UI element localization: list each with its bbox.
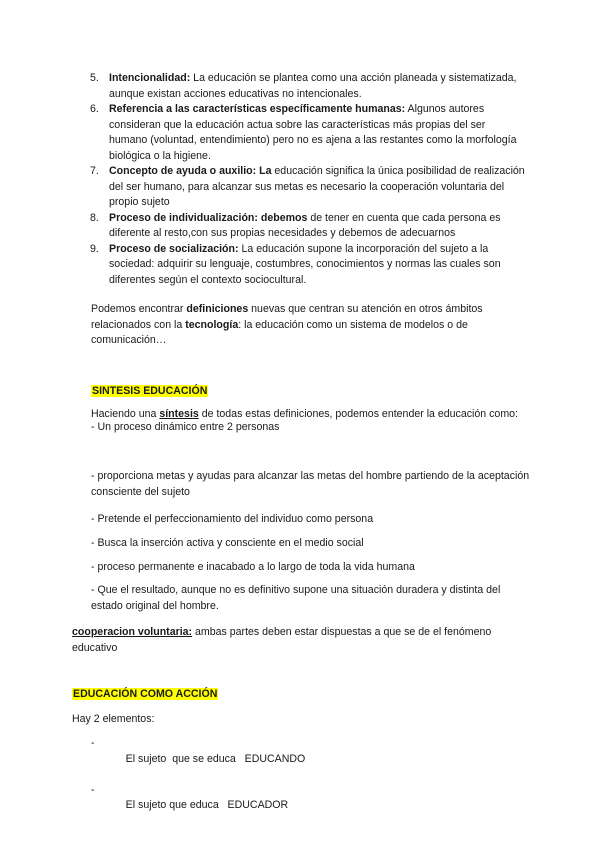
list-item bbox=[86, 164, 526, 211]
item-term: Concepto de ayuda o auxilio: La bbox=[109, 165, 272, 177]
paragraph-text: ambas partes deben estar dispuestas a que se de el fenómeno educativo bbox=[72, 626, 492, 654]
paragraph-text: de todas estas definiciones, podemos entender la educación como: bbox=[198, 408, 518, 420]
item-text: El sujeto que educa EDUCADOR bbox=[125, 799, 289, 811]
item-text: de tener en cuenta que cada persona es diferente al resto,con sus propias necesidades y debemos de adecuarnos bbox=[109, 211, 501, 239]
item-number: 7. bbox=[90, 165, 99, 177]
paragraph-text: Podemos encontrar bbox=[91, 303, 187, 315]
highlighted-heading: EDUCACIÓN COMO ACCIÓN bbox=[73, 688, 218, 700]
section-heading-accion bbox=[72, 687, 512, 703]
item-text: El sujeto que se educa EDUCANDO bbox=[125, 752, 306, 765]
paragraph-text: Haciendo una bbox=[91, 408, 160, 420]
item-number: 6. bbox=[90, 103, 99, 115]
definitions-paragraph bbox=[91, 302, 531, 349]
sintesis-item: - Que el resultado, aunque no es definitivo supone una situación duradera y distinta del estado original del hombre. bbox=[91, 584, 501, 612]
item-number: 8. bbox=[90, 211, 99, 224]
item-term: Referencia a las características específicamente humanas: bbox=[109, 103, 406, 115]
item-term: Intencionalidad: bbox=[109, 72, 191, 84]
underlined-term: cooperacion voluntaria: bbox=[72, 626, 193, 638]
paragraph-bold-term: definiciones bbox=[186, 303, 249, 315]
item-text: Algunos autores consideran que la educación actua sobre las características más propias del ser humano (voluntad, entendimiento) pero no es ajena a las restantes como la morfología biológica o la higiene. bbox=[109, 103, 517, 162]
list-item bbox=[86, 242, 526, 289]
item-term: Proceso de individualización: debemos bbox=[109, 211, 308, 224]
cooperacion-paragraph bbox=[72, 625, 522, 656]
item-text: educación significa la única posibilidad de realización del ser humano, para alcanzar sus metas es necesario la cooperación voluntaria del propio sujeto bbox=[109, 165, 525, 208]
accion-list bbox=[91, 736, 305, 829]
paragraph-text: nuevas que centran su atención en otros ámbitos relacionados con la bbox=[91, 303, 483, 331]
paragraph-bold-term: tecnología bbox=[185, 318, 239, 331]
paragraph-text: : la educación como un sistema de modelos o de comunicación… bbox=[91, 318, 468, 346]
accion-intro: Hay 2 elementos: bbox=[72, 713, 155, 725]
item-number: 5. bbox=[90, 72, 99, 84]
item-text: La educación supone la incorporación del sujeto a la sociedad: adquirir su lenguaje, costumbres, conocimientos y normas las cuales son diferentes según el contexto sociocultural. bbox=[109, 242, 501, 286]
numbered-list bbox=[86, 71, 526, 288]
sintesis-item: - Busca la inserción activa y consciente en el medio social bbox=[91, 537, 364, 549]
list-item bbox=[86, 211, 526, 242]
item-text: La educación se plantea como una acción planeada y sistematizada, aunque existan acciones educativas no intencionales. bbox=[109, 72, 517, 100]
sintesis-item: - proceso permanente e inacabado a lo largo de toda la vida humana bbox=[91, 561, 415, 573]
sintesis-item: - Pretende el perfeccionamiento del individuo como persona bbox=[91, 513, 374, 525]
list-item bbox=[86, 102, 526, 164]
list-item bbox=[91, 783, 305, 830]
highlighted-heading: SINTESIS EDUCACIÓN bbox=[92, 385, 208, 397]
item-number: 9. bbox=[90, 242, 99, 255]
list-item bbox=[86, 71, 526, 102]
dash-bullet: - bbox=[91, 783, 95, 796]
underlined-term: síntesis bbox=[159, 408, 199, 420]
list-item bbox=[91, 736, 305, 783]
sintesis-item: - proporciona metas y ayudas para alcanzar las metas del hombre partiendo de la aceptación consciente del sujeto bbox=[91, 470, 530, 498]
section-heading-sintesis bbox=[91, 384, 531, 400]
item-term: Proceso de socialización: bbox=[109, 242, 239, 255]
sintesis-item: - Un proceso dinámico entre 2 personas bbox=[91, 421, 280, 433]
dash-bullet: - bbox=[91, 737, 95, 749]
